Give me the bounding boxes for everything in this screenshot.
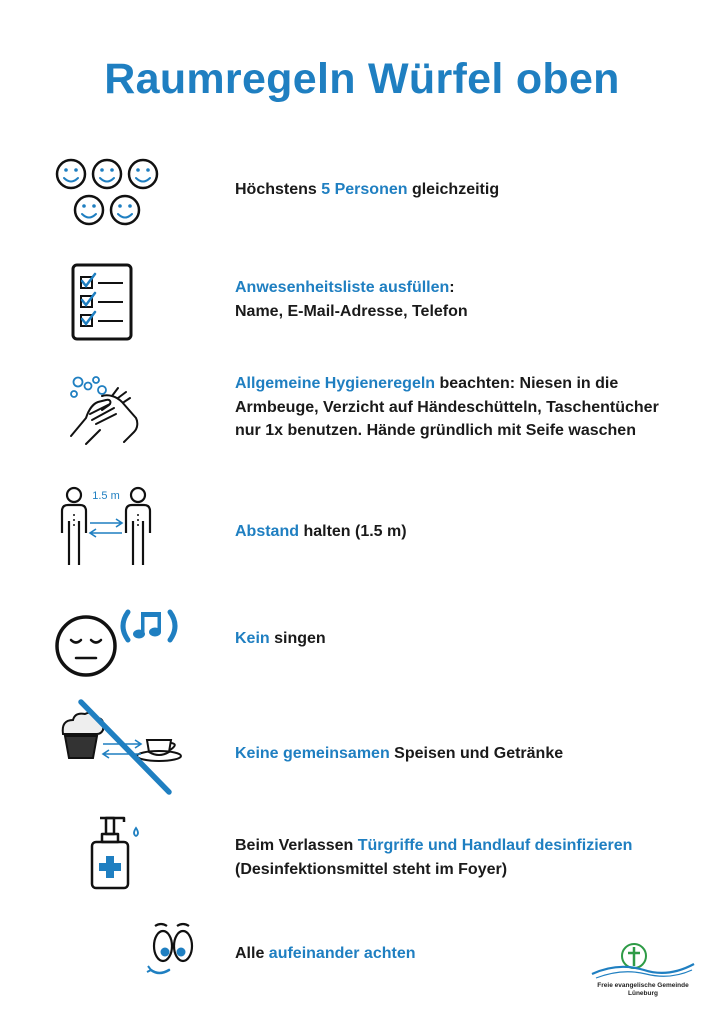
- rule-food: [235, 742, 675, 766]
- church-logo: [588, 940, 698, 1000]
- logo-line2: Lüneburg: [628, 990, 658, 997]
- rule-hygiene: [235, 372, 675, 443]
- highlight-text: Anwesenheitsliste ausfüllen: [235, 279, 450, 296]
- rule-text: :: [449, 279, 455, 296]
- highlight-text: Allgemeine Hygieneregeln: [235, 375, 436, 392]
- distance-label: 1.5 m: [92, 490, 120, 502]
- cross-wave-icon: [588, 940, 698, 982]
- smiley-faces-icon: [55, 157, 160, 229]
- highlight-text: aufeinander achten: [268, 945, 416, 962]
- rule-singing: [235, 627, 675, 651]
- rule-text: singen: [269, 630, 326, 647]
- rule-distance: [235, 520, 675, 544]
- rule-text: Beim Verlassen: [235, 837, 358, 854]
- rule-text-line2: Name, E-Mail-Adresse, Telefon: [235, 302, 468, 320]
- rule-text: Alle: [235, 945, 269, 962]
- rule-text: Höchstens: [235, 181, 322, 198]
- distance-icon: [60, 485, 154, 567]
- hand-washing-icon: [66, 374, 142, 446]
- rule-text: beachten: Niesen in die Armbeuge, Verzicht auf Händeschütteln, Taschentücher nur 1x benutzen. Hände gründlich mit Seife waschen: [235, 375, 659, 439]
- highlight-text: Keine gemeinsamen: [235, 745, 390, 762]
- rule-text: Speisen und Getränke: [389, 745, 564, 762]
- no-food-icon: [57, 698, 185, 796]
- rule-persons: [235, 178, 675, 202]
- watching-eyes-icon: [145, 920, 201, 978]
- rule-disinfect: [235, 834, 675, 881]
- highlight-text: 5 Personen: [321, 181, 408, 198]
- rule-text: halten (1.5 m): [299, 523, 407, 540]
- logo-line1: Freie evangelische Gemeinde: [597, 982, 689, 989]
- highlight-text: Kein: [235, 630, 270, 647]
- highlight-text: Abstand: [235, 523, 299, 540]
- checklist-icon: [70, 262, 135, 342]
- rule-attendance: [235, 276, 675, 323]
- disinfectant-dispenser-icon: [86, 812, 146, 892]
- page-title: Raumregeln Würfel oben: [104, 55, 620, 103]
- rule-text: gleichzeitig: [407, 181, 500, 198]
- no-singing-icon: [54, 602, 184, 680]
- rule-text: (Desinfektionsmittel steht im Foyer): [235, 860, 508, 878]
- highlight-text: Türgriffe und Handlauf desinfizieren: [357, 837, 633, 854]
